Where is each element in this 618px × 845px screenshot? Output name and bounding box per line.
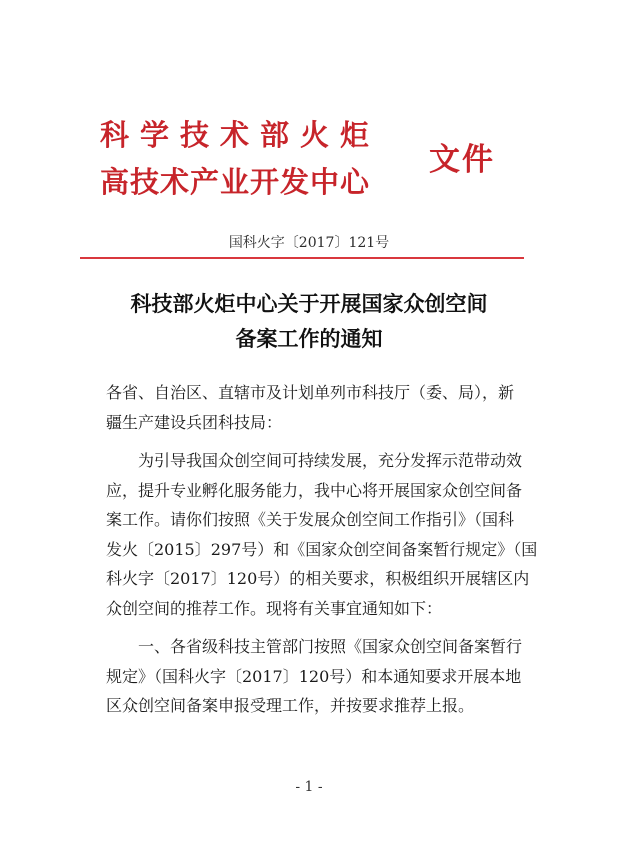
paragraph-line: 区众创空间备案申报受理工作，并按要求推荐上报。 [106, 696, 475, 715]
paragraph-line: 为引导我国众创空间可持续发展，充分发挥示范带动效 [138, 451, 523, 470]
issuer-name-line-2: 高技术产业开发中心 [100, 165, 371, 199]
document-title-line-1: 科技部火炬中心关于开展国家众创空间 [130, 291, 488, 316]
addressee-line: 各省、自治区、直辖市及计划单列市科技厅（委、局），新 [106, 383, 515, 402]
intro-paragraph [106, 446, 536, 623]
page-number: - 1 - [295, 779, 323, 795]
addressee-line: 疆生产建设兵团科技局： [106, 412, 283, 432]
document-title-line-2: 备案工作的通知 [235, 326, 383, 351]
item-1-paragraph [106, 632, 536, 721]
paragraph-line: 一、各省级科技主管部门按照《国家众创空间备案暂行 [138, 637, 523, 656]
paragraph-line: 规定》（国科火字〔2017〕120号）和本通知要求开展本地 [106, 666, 522, 686]
document-number: 国科火字〔2017〕121号 [228, 235, 390, 251]
issuer-name-line-1: 科学技术部火炬 [100, 118, 381, 152]
red-divider-line [80, 257, 524, 259]
addressee-paragraph [106, 378, 536, 437]
paragraph-line: 应，提升专业孵化服务能力，我中心将开展国家众创空间备 [106, 480, 523, 500]
document-type-label: 文件 [429, 142, 495, 178]
paragraph-line: 案工作。请你们按照《关于发展众创空间工作指引》（国科 [106, 510, 515, 529]
paragraph-line: 众创空间的推荐工作。现将有关事宜通知如下： [106, 598, 443, 618]
paragraph-line: 科火字〔2017〕120号）的相关要求，积极组织开展辖区内 [106, 569, 530, 588]
paragraph-line: 发火〔2015〕297号）和《国家众创空间备案暂行规定》（国 [106, 539, 538, 559]
